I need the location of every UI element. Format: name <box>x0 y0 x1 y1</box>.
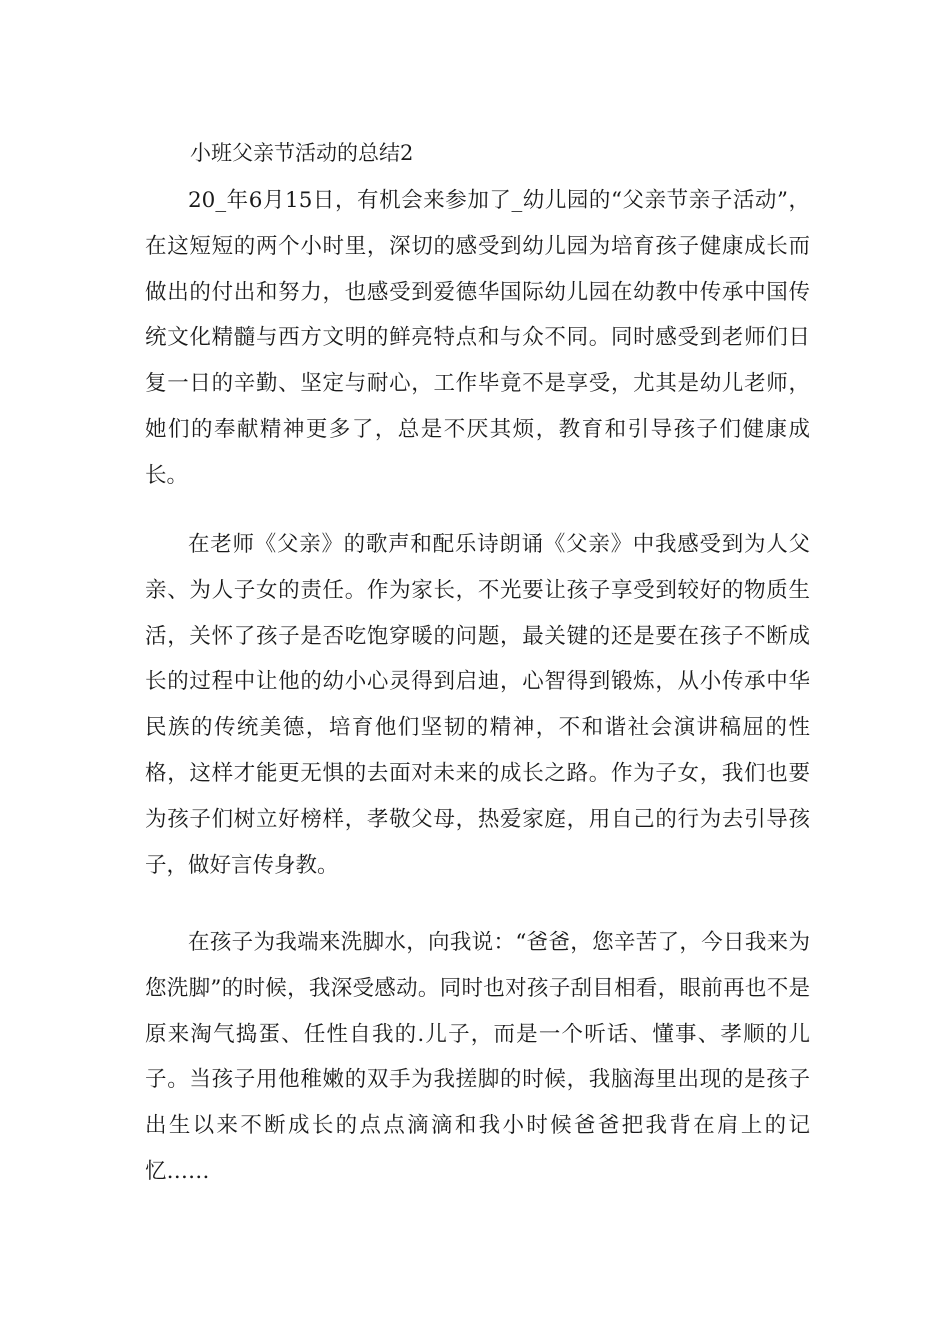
paragraph-2: 在老师《父亲》的歌声和配乐诗朗诵《父亲》中我感受到为人父亲、为人子女的责任。作为家长，不光要让孩子享受到较好的物质生活，关怀了孩子是否吃饱穿暖的问题，最关键的还是要在孩子不断成长的过程中让他的幼小心灵得到启迪，心智得到锻炼，从小传承中华民族的传统美德，培育他们坚韧的精神，不和谐社会演讲稿屈的性格，这样才能更无惧的去面对未来的成长之路。作为子女，我们也要为孩子们树立好榜样，孝敬父母，热爱家庭，用自己的行为去引导孩子，做好言传身教。 <box>145 532 810 878</box>
paragraph-1: 20_年6月15日，有机会来参加了_幼儿园的“父亲节亲子活动”，在这短短的两个小时里，深切的感受到幼儿园为培育孩子健康成长而做出的付出和努力，也感受到爱德华国际幼儿园在幼教中传承中国传统文化精髓与西方文明的鲜亮特点和与众不同。同时感受到老师们日复一日的辛勤、坚定与耐心，工作毕竟不是享受，尤其是幼儿老师，她们的奉献精神更多了，总是不厌其烦，教育和引导孩子们健康成长。 <box>145 188 810 488</box>
document-title: 小班父亲节活动的总结2 <box>190 141 414 165</box>
paragraph-2-block <box>145 522 810 888</box>
paragraph-3: 在孩子为我端来洗脚水，向我说：“爸爸，您辛苦了，今日我来为您洗脚”的时候，我深受感动。同时也对孩子刮目相看，眼前再也不是原来淘气捣蛋、任性自我的.儿子，而是一个听话、懂事、孝顺的儿子。当孩子用他稚嫩的双手为我搓脚的时候，我脑海里出现的是孩子出生以来不断成长的点点滴滴和我小时候爸爸把我背在肩上的记忆…… <box>145 930 810 1184</box>
paragraph-1-block <box>145 178 810 499</box>
paragraph-3-block <box>145 920 810 1195</box>
